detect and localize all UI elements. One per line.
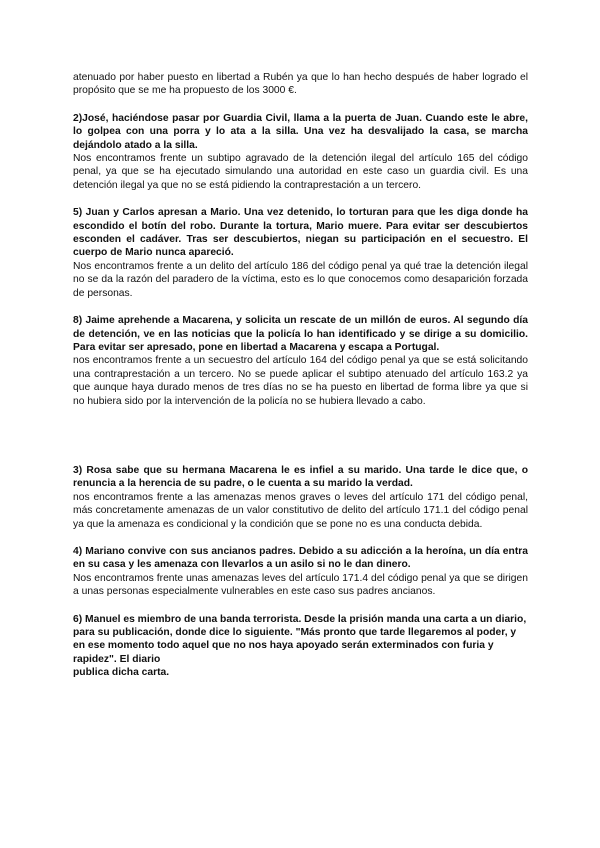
exercise-question: 5) Juan y Carlos apresan a Mario. Una vez detenido, lo torturan para que les diga donde ha escondido el botín del robo. Durante la tortura, Mario muere. Para evitar ser descubiertos esconden el cadáver. Tras ser descubiertos, niegan su participación en el secuestro. El cuerpo de Mario nunca apareció.	[73, 207, 528, 259]
spacer	[73, 408, 528, 464]
intro-paragraph: atenuado por haber puesto en libertad a Rubén ya que lo han hecho después de haber logrado el propósito que se me ha propuesto de los 3000 €.	[73, 72, 528, 97]
exercise-answer: Nos encontramos frente un subtipo agravado de la detención ilegal del artículo 165 del código penal, ya que se ha ejecutado simulando una autoridad en este caso un guardia civil. Es una detención ilegal ya que no se está pidiendo la contraprestación a un tercero.	[73, 153, 528, 191]
exercise-6	[73, 613, 528, 680]
exercise-question: 3) Rosa sabe que su hermana Macarena le es infiel a su marido. Una tarde le dice que, o renuncia a la herencia de su padre, o le cuenta a su marido la verdad.	[73, 464, 528, 490]
exercise-answer: nos encontramos frente a las amenazas menos graves o leves del artículo 171 del código penal, más concretamente amenazas de un valor constitutivo de delito del artículo 171.1 del código penal ya que la amenaza es condicional y la condición que se pone no es una conducta debida.	[73, 491, 528, 530]
exercise-answer: Nos encontramos frente a un delito del artículo 186 del código penal ya qué trae la detención ilegal no se da la razón del paradero de la víctima, esto es lo que conocemos como desaparición forzada de personas.	[73, 260, 528, 299]
exercise-question: 6) Manuel es miembro de una banda terrorista. Desde la prisión manda una carta a un diario, para su publicación, donde dice lo siguiente. "Más pronto que tarde llegaremos al poder, y en ese momento todo aquel que no nos haya apoyado serán exterminados con furia y rapidez". El diario	[73, 613, 527, 665]
exercise-answer: nos encontramos frente a un secuestro del artículo 164 del código penal ya que se está solicitando una contraprestación a un tercero. No se puede aplicar el subtipo atenuado del artículo 163.2 ya que aunque haya durado menos de tres días no se ha puesto en libertad de forma libre ya que si no hubiera sido por la intervención de la policía no se hubiera llevado a cabo.	[73, 355, 528, 407]
spacer	[73, 599, 528, 613]
spacer	[73, 192, 528, 206]
exercise-2	[73, 112, 528, 192]
exercise-question: 8) Jaime aprehende a Macarena, y solicita un rescate de un millón de euros. Al segundo día de detención, ve en las noticias que la policía lo han identificado y se dirige a su domicilio. Para evitar ser apresado, pone en libertad a Macarena y escapa a Portugal.	[73, 315, 528, 353]
spacer	[73, 98, 528, 112]
exercise-3	[73, 464, 528, 531]
exercise-5	[73, 206, 528, 300]
spacer	[73, 300, 528, 314]
exercise-question: 2)José, haciéndose pasar por Guardia Civil, llama a la puerta de Juan. Cuando este le abre, lo golpea con una porra y lo ata a la silla. Una vez ha desvalijado la casa, se marcha dejándolo atado a la silla.	[73, 112, 528, 151]
exercise-answer: Nos encontramos frente unas amenazas leves del artículo 171.4 del código penal ya que se dirigen a unas personas especialmente vulnerables en este caso sus padres ancianos.	[73, 572, 528, 598]
spacer	[73, 531, 528, 545]
exercise-8	[73, 314, 528, 408]
exercise-question: 4) Mariano convive con sus ancianos padres. Debido a su adicción a la heroína, un día entra en su casa y les amenaza con llevarlos a un asilo si no le dan dinero.	[73, 545, 528, 571]
exercise-question-tail: publica dicha carta.	[73, 667, 170, 679]
exercise-4	[73, 545, 528, 599]
document-page	[73, 71, 528, 680]
